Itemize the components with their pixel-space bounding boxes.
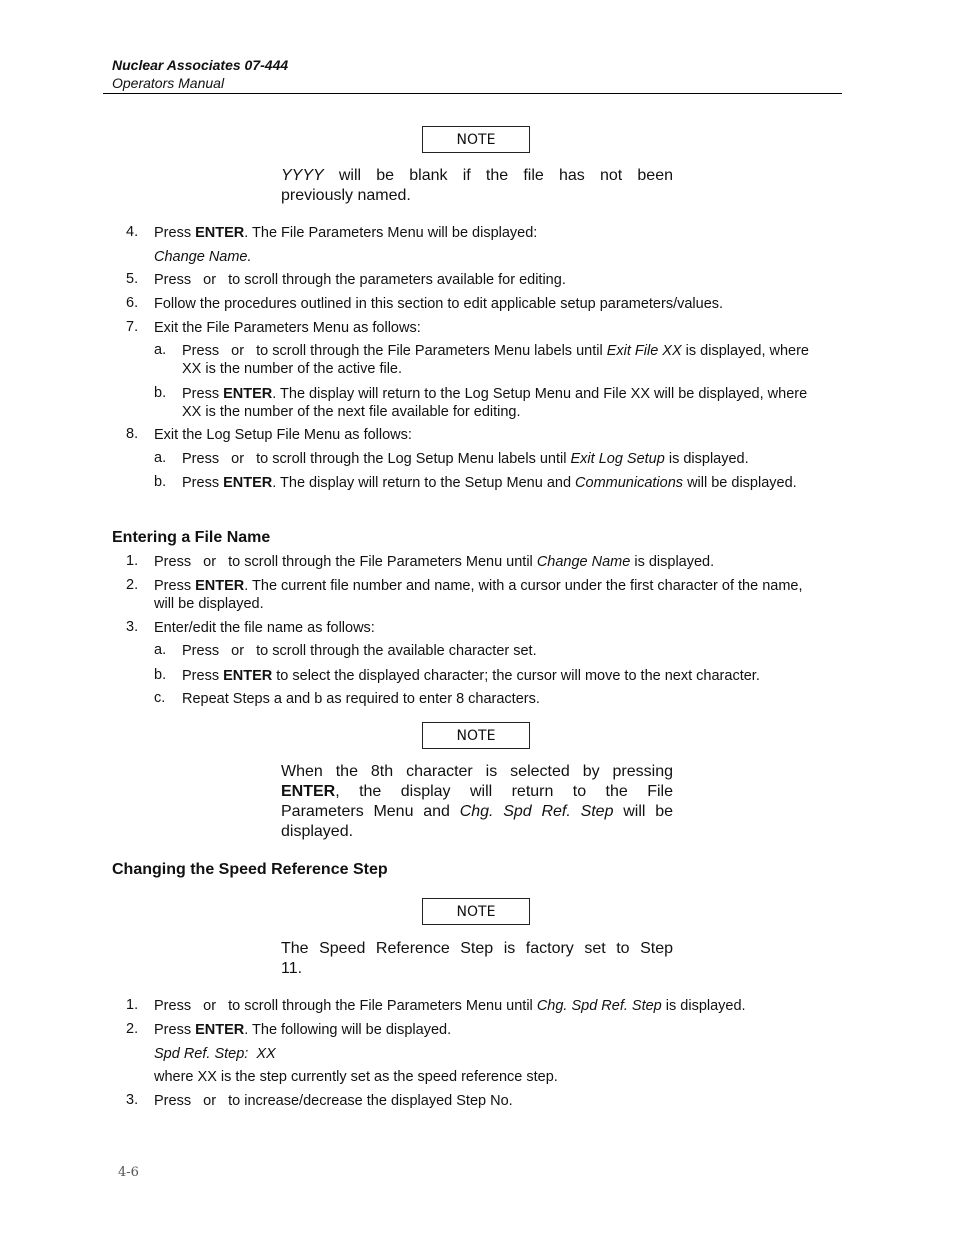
key-label: ENTER	[195, 225, 245, 241]
text-span: is displayed.	[630, 554, 715, 570]
substep-letter: a.	[154, 642, 167, 658]
note-text-span: will be	[613, 803, 674, 820]
key-label: ENTER	[195, 578, 245, 594]
text-span: Press or to scroll through the File Parameters Menu until	[154, 554, 537, 570]
key-label: ENTER	[223, 475, 273, 491]
substep-text	[182, 342, 822, 378]
substep-text	[182, 474, 822, 492]
note-box: NOTE	[422, 126, 530, 153]
text-span: . The File Parameters Menu will be displayed:	[244, 225, 538, 241]
text-span: . The display will return to the Log Setup Menu and File XX will be displayed, where XX is the number of the next file available for editing.	[182, 386, 808, 420]
step-number: 2.	[126, 1021, 139, 1037]
step-number: 3.	[126, 1092, 139, 1108]
text-span: . The display will return to the Setup Menu and	[272, 475, 576, 491]
substep-letter: a.	[154, 342, 167, 358]
step-text: Exit the File Parameters Menu as follows:	[154, 320, 421, 336]
display-italic: Exit Log Setup	[570, 451, 665, 467]
display-text	[154, 248, 819, 266]
section-heading: Entering a File Name	[112, 529, 271, 546]
key-label: ENTER	[281, 783, 336, 800]
text-span: Press	[154, 1022, 196, 1038]
substep-text: Press or to scroll through the available character set.	[182, 643, 537, 659]
step-number: 8.	[126, 426, 139, 442]
substep-letter: a.	[154, 450, 167, 466]
step-number: 1.	[126, 553, 139, 569]
key-label: ENTER	[223, 668, 273, 684]
text-span: to select the displayed character; the cursor will move to the next character.	[272, 668, 760, 684]
display-italic: Spd Ref. Step: XX	[154, 1046, 276, 1062]
section-heading: Changing the Speed Reference Step	[112, 861, 388, 878]
note-text-span: , the display will return to the File	[335, 783, 673, 800]
step-text: Follow the procedures outlined in this section to edit applicable setup parameters/values.	[154, 296, 724, 312]
step-number: 5.	[126, 271, 139, 287]
step-number: 4.	[126, 224, 139, 240]
text-span: Press	[154, 578, 196, 594]
substep-letter: b.	[154, 385, 167, 401]
note-text-span: When the 8th character is selected by pressing	[281, 763, 673, 780]
text-span: Press	[182, 475, 224, 491]
document-subtitle: Operators Manual	[112, 75, 225, 91]
note-italic: YYYY	[281, 167, 324, 184]
text-span: is displayed.	[664, 451, 749, 467]
step-number: 7.	[126, 319, 139, 335]
note-box: NOTE	[422, 722, 530, 749]
note-text-span: The Speed Reference Step is factory set to Step	[281, 940, 673, 957]
step-text: Exit the Log Setup File Menu as follows:	[154, 427, 412, 443]
header-rule	[103, 93, 842, 94]
text-span: Press or to scroll through the Log Setup Menu labels until	[182, 451, 571, 467]
display-italic: Communications	[575, 475, 684, 491]
note-text-span: displayed.	[281, 823, 354, 840]
key-label: ENTER	[223, 386, 273, 402]
text-span: is displayed, where XX is the number of the active file.	[182, 343, 814, 377]
note-text-span: previously named.	[281, 187, 411, 204]
step-text: where XX is the step currently set as the speed reference step.	[154, 1069, 558, 1085]
page-number: 4-6	[118, 1165, 139, 1180]
note-text	[281, 939, 673, 979]
document-title: Nuclear Associates 07-444	[112, 57, 289, 73]
note-text-span: will be blank if the file has not been	[323, 167, 673, 184]
step-text	[154, 1021, 819, 1039]
display-italic: Chg. Spd Ref. Step	[459, 803, 614, 820]
display-italic: Change Name	[536, 554, 631, 570]
note-text	[281, 762, 673, 842]
step-number: 2.	[126, 577, 139, 593]
text-span: will be displayed.	[683, 475, 797, 491]
step-text	[154, 224, 819, 242]
substep-text: Repeat Steps a and b as required to enter 8 characters.	[182, 691, 540, 707]
step-text	[154, 553, 819, 571]
display-italic: Exit File XX	[606, 343, 682, 359]
display-text	[154, 1045, 819, 1063]
key-label: ENTER	[195, 1022, 245, 1038]
text-span: . The current file number and name, with a cursor under the first character of the name, will be displayed.	[154, 578, 803, 612]
step-text	[154, 997, 819, 1015]
text-span: Press or to scroll through the File Parameters Menu labels until	[182, 343, 607, 359]
text-span: . The following will be displayed.	[244, 1022, 452, 1038]
text-span: Press	[154, 225, 196, 241]
text-span: Press	[182, 668, 224, 684]
display-italic: Change Name.	[154, 249, 252, 265]
note-text-span: 11.	[281, 960, 303, 977]
substep-text	[182, 450, 822, 468]
step-number: 6.	[126, 295, 139, 311]
step-text: Enter/edit the file name as follows:	[154, 620, 375, 636]
substep-text	[182, 667, 822, 685]
step-text	[154, 577, 819, 613]
note-text	[281, 166, 673, 206]
text-span: is displayed.	[661, 998, 746, 1014]
note-text-span: Parameters Menu and	[281, 803, 460, 820]
substep-text	[182, 385, 822, 421]
note-box: NOTE	[422, 898, 530, 925]
substep-letter: b.	[154, 667, 167, 683]
step-text: Press or to increase/decrease the displayed Step No.	[154, 1093, 513, 1109]
substep-letter: c.	[154, 690, 166, 706]
substep-letter: b.	[154, 474, 167, 490]
display-italic: Chg. Spd Ref. Step	[536, 998, 662, 1014]
step-text: Press or to scroll through the parameters available for editing.	[154, 272, 566, 288]
text-span: Press	[182, 386, 224, 402]
step-number: 3.	[126, 619, 139, 635]
step-number: 1.	[126, 997, 139, 1013]
text-span: Press or to scroll through the File Parameters Menu until	[154, 998, 537, 1014]
